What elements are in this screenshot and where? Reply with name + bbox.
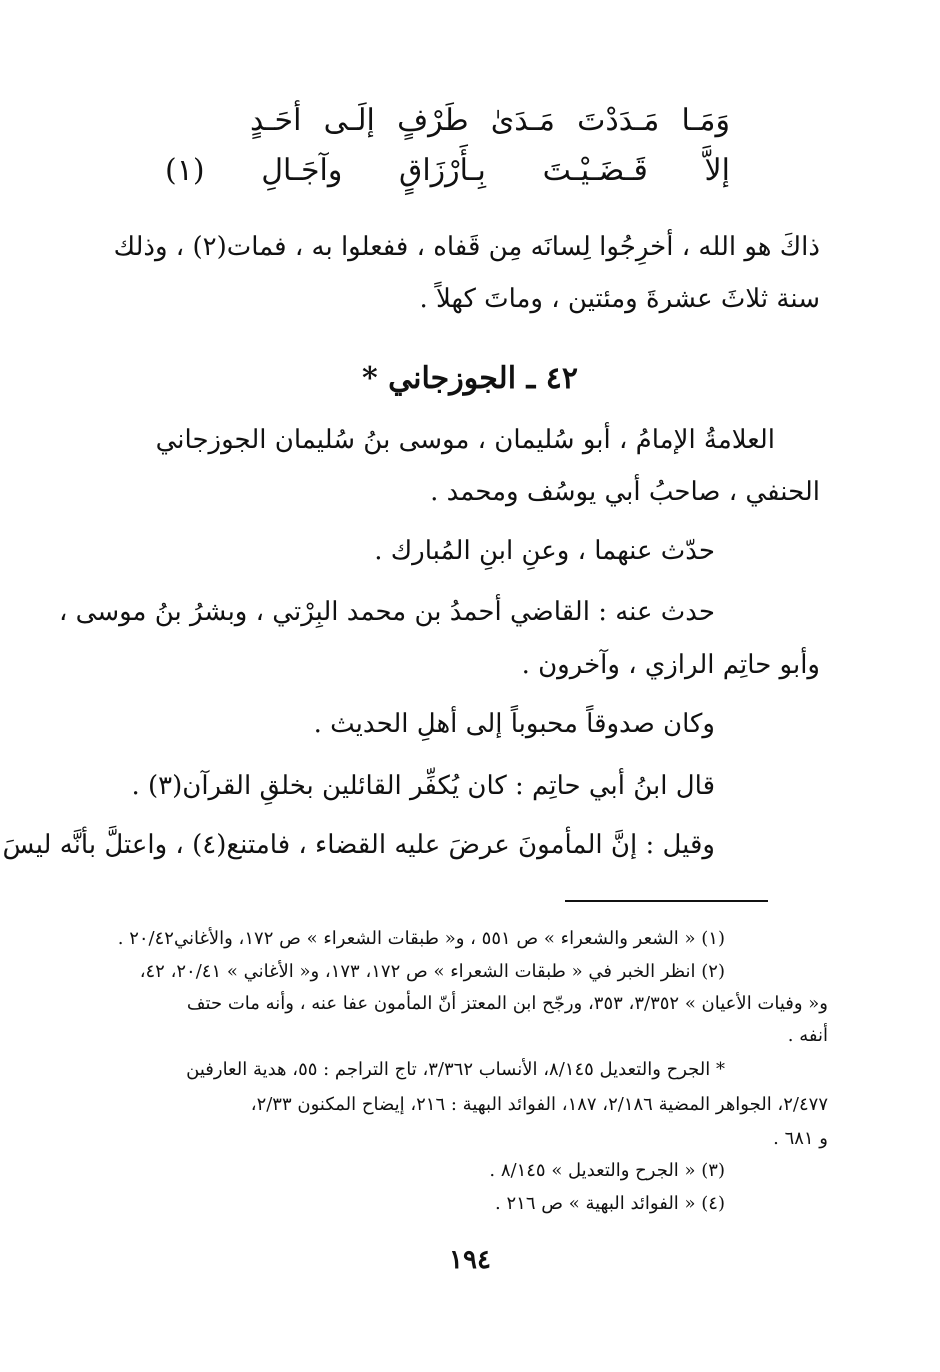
footnote-3: (٣) « الجرح والتعديل » ٨/١٤٥ . xyxy=(489,1160,725,1181)
paragraph-1-line-2: الحنفي ، صاحبُ أبي يوسُف ومحمد . xyxy=(430,477,820,507)
footnote-4: (٤) « الفوائد البهية » ص ٢١٦ . xyxy=(495,1193,725,1214)
intro-line-1: ذاكَ هو الله ، أخرِجُوا لِسانَه مِن قَفاه ، ففعلوا به ، فمات(٢) ، وذلك xyxy=(113,232,820,262)
footnote-1: (١) « الشعر والشعراء » ص ٥٥١ ، و« طبقات الشعراء » ص ١٧٢، والأغاني٢٠/٤٢ . xyxy=(117,928,725,949)
paragraph-3-line-1: حدث عنه : القاضي أحمدُ بن محمد البِرْتي ، وبشرُ بنُ موسى ، xyxy=(59,597,715,627)
paragraph-2: حدّث عنهما ، وعنِ ابنِ المُبارك . xyxy=(374,536,715,566)
paragraph-1-line-1: العلامةُ الإمامُ ، أبو سُليمان ، موسى بنُ سُليمان الجوزجاني xyxy=(155,425,775,455)
entry-heading: ٤٢ ـ الجوزجاني * xyxy=(362,361,578,396)
paragraph-4: وكان صدوقاً محبوباً إلى أهلِ الحديث . xyxy=(313,709,715,739)
footnote-separator xyxy=(565,900,768,902)
verse-second-hemistich: إلاَّ قَـضَـيْـتَ بِـأَرْزَاقٍ وآجَـالِ (١) xyxy=(165,153,730,188)
footnote-2-line-1: (٢) انظر الخبر في « طبقات الشعراء » ص ١٧٢، ١٧٣، و« الأغاني » ٢٠/٤١، ٤٢، xyxy=(139,961,725,982)
page-number: ١٩٤ xyxy=(449,1245,491,1275)
source-note-line-3: و ٦٨١ . xyxy=(773,1128,828,1149)
source-note-line-1: * الجرح والتعديل ٨/١٤٥، الأنساب ٣/٣٦٢، تاج التراجم : ٥٥، هدية العارفين xyxy=(186,1059,725,1080)
paragraph-5: قال ابنُ أبي حاتِم : كان يُكفِّر القائلين بخلقِ القرآن(٣) . xyxy=(131,771,715,801)
footnote-2-line-3: أنفه . xyxy=(787,1025,828,1046)
verse-first-hemistich: وَمَـا مَـدَدْتَ مَـدَىٰ طَرْفٍ إلَـى أحَـدٍ xyxy=(250,103,730,138)
intro-line-2: سنة ثلاثَ عشرةَ ومئتين ، وماتَ كهلاً . xyxy=(419,284,820,314)
paragraph-3-line-2: وأبو حاتِم الرازي ، وآخرون . xyxy=(521,650,820,680)
footnote-2-line-2: و« وفيات الأعيان » ٣/٣٥٢، ٣٥٣، ورجّح ابن المعتز أنّ المأمون عفا عنه ، وأنه مات حتف xyxy=(186,993,828,1014)
source-note-line-2: ٢/٤٧٧، الجواهر المضية ٢/١٨٦، ١٨٧، الفوائد البهية : ٢١٦، إيضاح المكنون ٢/٣٣، xyxy=(250,1094,828,1115)
paragraph-6: وقيل : إنَّ المأمونَ عرضَ عليه القضاء ، فامتنع(٤) ، واعتلَّ بأنَّه ليسَ xyxy=(2,830,715,860)
